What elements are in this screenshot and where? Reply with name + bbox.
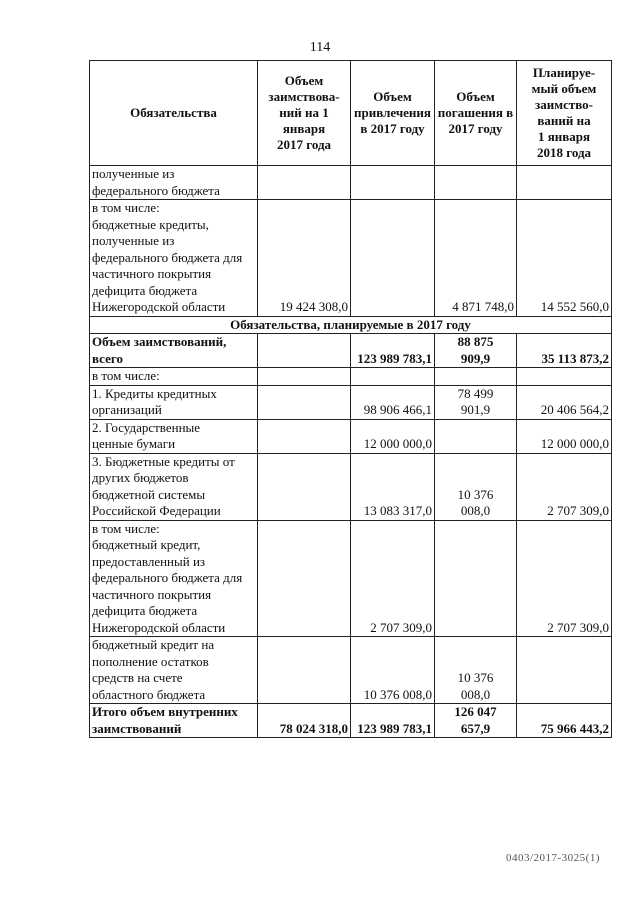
cell-volume-jan-2017: [258, 334, 351, 368]
table-row: [90, 704, 612, 738]
cell-volume-jan-2017: [258, 368, 351, 386]
col-header-planned-jan-2018: Планируе- мый объем заимство- ваний на 1 января 2018 года: [517, 61, 612, 166]
cell-planned-jan-2018: [517, 166, 612, 200]
cell-planned-jan-2018: 12 000 000,0: [517, 419, 612, 453]
table-header-row: [90, 61, 612, 166]
cell-raised-2017: 13 083 317,0: [351, 453, 435, 520]
row-label: 3. Бюджетные кредиты от других бюджетов бюджетной системы Российской Федерации: [90, 453, 258, 520]
table-row: [90, 453, 612, 520]
row-label: 2. Государственные ценные бумаги: [90, 419, 258, 453]
cell-repaid-2017: [435, 368, 517, 386]
cell-planned-jan-2018: 35 113 873,2: [517, 334, 612, 368]
cell-raised-2017: 123 989 783,1: [351, 334, 435, 368]
table-row: [90, 200, 612, 317]
row-label: полученные из федерального бюджета: [90, 166, 258, 200]
table-row: [90, 368, 612, 386]
cell-repaid-2017: [435, 520, 517, 637]
cell-raised-2017: 2 707 309,0: [351, 520, 435, 637]
row-label: в том числе: бюджетный кредит, предоставленный из федерального бюджета для частичного покрытия дефицита бюджета Нижегородской области: [90, 520, 258, 637]
table-row: [90, 520, 612, 637]
col-header-volume-jan-2017: Объем заимствова- ний на 1 января 2017 года: [258, 61, 351, 166]
col-header-repaid-2017: Объем погашения в 2017 году: [435, 61, 517, 166]
cell-repaid-2017: 78 499 901,9: [435, 385, 517, 419]
row-label: Объем заимствований, всего: [90, 334, 258, 368]
cell-volume-jan-2017: [258, 520, 351, 637]
document-code: 0403/2017-3025(1): [505, 852, 600, 864]
cell-volume-jan-2017: [258, 166, 351, 200]
row-label: в том числе:: [90, 368, 258, 386]
cell-repaid-2017: 10 376 008,0: [435, 453, 517, 520]
row-label: бюджетный кредит на пополнение остатков средств на счете областного бюджета: [90, 637, 258, 704]
cell-volume-jan-2017: 19 424 308,0: [258, 200, 351, 317]
cell-raised-2017: 12 000 000,0: [351, 419, 435, 453]
cell-volume-jan-2017: [258, 385, 351, 419]
section-title: Обязательства, планируемые в 2017 году: [90, 316, 612, 334]
cell-repaid-2017: 126 047 657,9: [435, 704, 517, 738]
cell-raised-2017: [351, 166, 435, 200]
cell-repaid-2017: [435, 166, 517, 200]
cell-volume-jan-2017: 78 024 318,0: [258, 704, 351, 738]
cell-planned-jan-2018: 20 406 564,2: [517, 385, 612, 419]
cell-raised-2017: [351, 200, 435, 317]
table-row: [90, 419, 612, 453]
table-row: [90, 334, 612, 368]
cell-volume-jan-2017: [258, 453, 351, 520]
cell-repaid-2017: 88 875 909,9: [435, 334, 517, 368]
section-row: [90, 316, 612, 334]
cell-raised-2017: [351, 368, 435, 386]
row-label: Итого объем внутренних заимствований: [90, 704, 258, 738]
cell-planned-jan-2018: 2 707 309,0: [517, 453, 612, 520]
cell-planned-jan-2018: 75 966 443,2: [517, 704, 612, 738]
cell-raised-2017: 10 376 008,0: [351, 637, 435, 704]
cell-planned-jan-2018: 2 707 309,0: [517, 520, 612, 637]
cell-repaid-2017: 4 871 748,0: [435, 200, 517, 317]
cell-volume-jan-2017: [258, 419, 351, 453]
cell-planned-jan-2018: [517, 368, 612, 386]
table-row: [90, 166, 612, 200]
cell-raised-2017: 123 989 783,1: [351, 704, 435, 738]
cell-repaid-2017: 10 376 008,0: [435, 637, 517, 704]
col-header-raised-2017: Объем привлечения в 2017 году: [351, 61, 435, 166]
cell-repaid-2017: [435, 419, 517, 453]
row-label: 1. Кредиты кредитных организаций: [90, 385, 258, 419]
borrowings-table: [89, 60, 612, 738]
cell-planned-jan-2018: [517, 637, 612, 704]
col-header-obligations: Обязательства: [90, 61, 258, 166]
table-row: [90, 637, 612, 704]
cell-raised-2017: 98 906 466,1: [351, 385, 435, 419]
cell-volume-jan-2017: [258, 637, 351, 704]
row-label: в том числе: бюджетные кредиты, полученные из федерального бюджета для частичного покрытия дефицита бюджета Нижегородской области: [90, 200, 258, 317]
cell-planned-jan-2018: 14 552 560,0: [517, 200, 612, 317]
table-row: [90, 385, 612, 419]
page-number: 114: [309, 40, 331, 55]
